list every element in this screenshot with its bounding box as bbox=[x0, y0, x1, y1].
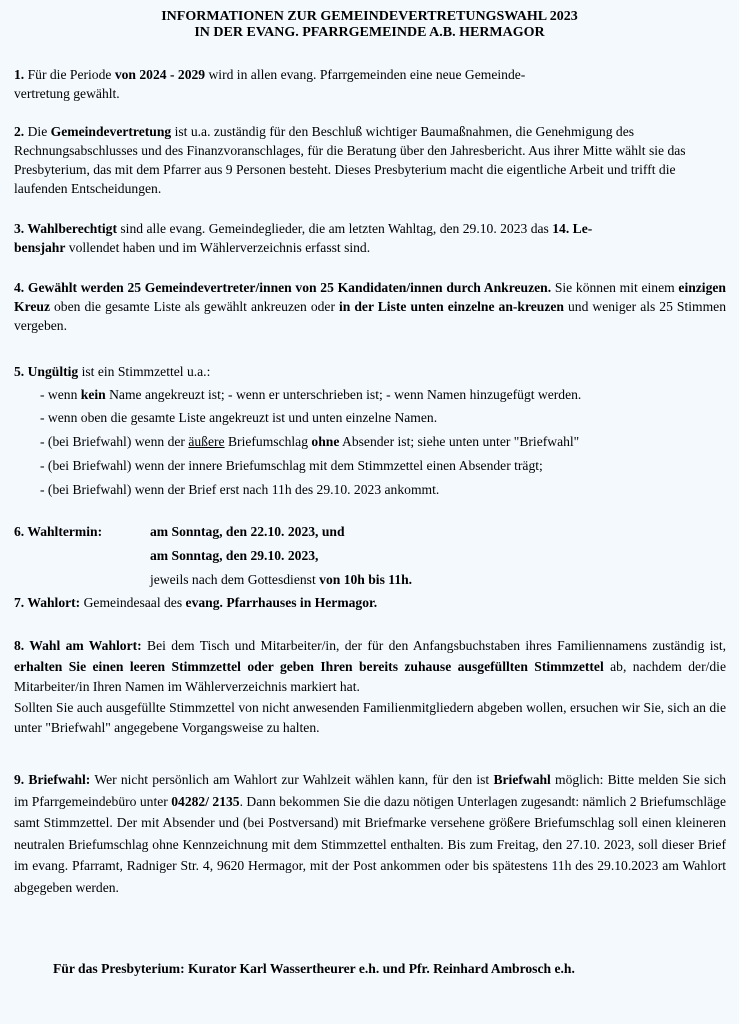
item-3-text-e: Absender ist; siehe unten unter "Briefwahl" bbox=[339, 434, 580, 449]
section-3-age-a: 14. Le- bbox=[552, 221, 593, 236]
section-9-text-a: Wer nicht persönlich am Wahlort zur Wahlzeit wählen kann, für den ist bbox=[90, 772, 494, 787]
section-4-number: 4. bbox=[14, 280, 25, 295]
section-5-heading bbox=[14, 362, 726, 381]
section-1-text-d: vertretung gewählt. bbox=[14, 86, 120, 101]
section-5-item-4: - (bei Briefwahl) wenn der innere Briefumschlag mit dem Stimmzettel einen Absender trägt; bbox=[40, 458, 543, 473]
section-9-text-e: . Dann bekommen Sie die dazu nötigen Unterlagen zugesandt: nämlich 2 Briefumschläge samt Stimmzettel. Der mit Absender und (bei Postversand) mit Briefmarke versehene größere Briefumschlag soll einen kleineren neutralen Briefumschlag ohne Kennzeichnung mit dem Stimmzettel enthalten. Bis zum Freitag, den 27.10. 2023, soll dieser Brief im evang. Pfarramt, Radniger Str. 4, 9620 Hermagor, mit der Post ankommen oder bis spätestens 11h des 29.10.2023 am Wahlort abgegeben werden. bbox=[14, 793, 726, 895]
section-1-number: 1. bbox=[14, 67, 25, 82]
section-3-text-a: sind alle evang. Gemeindeglieder, die am letzten Wahltag, den 29.10. 2023 das bbox=[116, 221, 553, 236]
section-6-time-text: jeweils nach dem Gottesdienst bbox=[150, 572, 320, 587]
item-1-text-c: Name angekreuzt ist; - wenn er unterschrieben ist; - wenn Namen hinzugefügt werden. bbox=[105, 387, 582, 402]
section-8 bbox=[14, 636, 726, 739]
section-5-item-1 bbox=[40, 385, 730, 404]
section-4 bbox=[14, 278, 726, 335]
section-5-item-5: - (bei Briefwahl) wenn der Brief erst nach 11h des 29.10. 2023 ankommt. bbox=[40, 482, 440, 497]
section-3-age-b: bensjahr bbox=[14, 240, 66, 255]
section-2 bbox=[14, 122, 726, 198]
section-8-text-c: ab, nachdem der/die Mitarbeiter/in Ihren Namen im Wählerverzeichnis markiert hat. bbox=[14, 658, 726, 694]
item-3-text-a: - (bei Briefwahl) wenn der bbox=[40, 434, 189, 449]
section-5-text-a: ist ein Stimmzettel u.a.: bbox=[78, 364, 211, 379]
section-5-item-3 bbox=[40, 432, 730, 451]
section-3 bbox=[14, 219, 726, 257]
section-1-text-c: wird in allen evang. Pfarrgemeinden eine neue Gemeinde- bbox=[205, 67, 526, 82]
section-6-time-range: von 10h bis 11h. bbox=[319, 572, 413, 587]
section-5-item-2: - wenn oben die gesamte Liste angekreuzt ist und unten einzelne Namen. bbox=[40, 410, 438, 425]
section-1-text-a: Für die Periode bbox=[24, 67, 115, 82]
section-3-keyword: Wahlberechtigt bbox=[24, 221, 117, 236]
item-1-text-a: - wenn bbox=[40, 387, 81, 402]
section-8-text-d: Sollten Sie auch ausgefüllte Stimmzettel von nicht anwesenden Familienmitgliedern abgeben wollen, ersuchen wir Sie, sich an die unter "Briefwahl" angegebene Vorgangsweise zu halten. bbox=[14, 699, 726, 735]
section-4-list-cross: in der Liste unten einzelne an-kreuzen bbox=[339, 299, 564, 314]
section-6-date-2: am Sonntag, den 29.10. 2023, bbox=[150, 548, 319, 563]
section-2-text-c: ist u.a. zuständig für den Beschluß wichtiger Baumaßnahmen, die Genehmigung des Rechnungsabschlusses und des Finanzvoranschlages, für die Beratung über den Jahresbericht. Aus ihrer Mitte wählt sie das Presbyterium, das mit dem Pfarrer aus 9 Personen besteht. Dieses Presbyterium macht die eigentliche Arbeit und trifft die laufenden Entscheidungen. bbox=[14, 124, 686, 196]
section-8-label: 8. Wahl am Wahlort: bbox=[14, 638, 142, 653]
section-4-text-c: oben die gesamte Liste als gewählt ankreuzen oder bbox=[50, 299, 339, 314]
section-9-phone: 04282/ 2135 bbox=[171, 793, 240, 809]
section-1-period: von 2024 - 2029 bbox=[114, 67, 206, 82]
section-8-text-a: Bei dem Tisch und Mitarbeiter/in, der für den Anfangsbuchstaben ihres Familiennamens zuständig ist, bbox=[141, 638, 726, 653]
section-9 bbox=[14, 769, 726, 898]
section-2-text-a: Die bbox=[24, 124, 51, 139]
section-2-number: 2. bbox=[14, 124, 25, 139]
section-7-location: evang. Pfarrhauses in Hermagor. bbox=[185, 595, 378, 610]
section-3-number: 3. bbox=[14, 221, 25, 236]
section-7-text-a: Gemeindesaal des bbox=[80, 595, 186, 610]
item-3-without: ohne bbox=[311, 434, 340, 449]
document-title-line-2: IN DER EVANG. PFARRGEMEINDE A.B. HERMAGOR bbox=[194, 25, 545, 40]
section-5-number: 5. bbox=[14, 364, 25, 379]
section-6-time bbox=[150, 570, 412, 589]
item-1-kein: kein bbox=[80, 387, 106, 402]
section-4-text-a: Sie können mit einem bbox=[551, 280, 679, 295]
section-8-ballot: erhalten Sie einen leeren Stimmzettel oder geben Ihren bereits zuhause ausgefüllten Stimmzettel bbox=[14, 658, 604, 674]
section-7 bbox=[14, 593, 377, 612]
section-5-keyword: Ungültig bbox=[24, 364, 79, 379]
section-6-date-1: am Sonntag, den 22.10. 2023, und bbox=[150, 524, 345, 539]
document-title-line-1: INFORMATIONEN ZUR GEMEINDEVERTRETUNGSWAHL 2023 bbox=[161, 9, 578, 24]
item-3-outer: äußere bbox=[188, 434, 225, 449]
section-2-keyword: Gemeindevertretung bbox=[50, 124, 172, 139]
section-1 bbox=[14, 65, 726, 103]
section-6-label: 6. Wahltermin: bbox=[14, 524, 103, 539]
item-3-text-c: Briefumschlag bbox=[224, 434, 312, 449]
section-4-text-d: und weniger als 25 Stimmen vergeben. bbox=[14, 299, 726, 333]
signature-line: Für das Presbyterium: Kurator Karl Wassertheurer e.h. und Pfr. Reinhard Ambrosch e.h. bbox=[53, 961, 575, 976]
section-3-text-c: vollendet haben und im Wählerverzeichnis erfasst sind. bbox=[65, 240, 371, 255]
section-9-text-c: möglich: Bitte melden Sie sich im Pfarrgemeindebüro unter bbox=[14, 772, 726, 809]
section-4-single-cross: einzigen Kreuz bbox=[14, 280, 726, 314]
section-7-label: 7. Wahlort: bbox=[14, 595, 81, 610]
section-9-label: 9. Briefwahl: bbox=[14, 772, 91, 787]
section-4-heading: Gewählt werden 25 Gemeindevertreter/innen von 25 Kandidaten/innen durch Ankreuzen. bbox=[24, 280, 552, 295]
section-9-keyword: Briefwahl bbox=[493, 772, 551, 787]
